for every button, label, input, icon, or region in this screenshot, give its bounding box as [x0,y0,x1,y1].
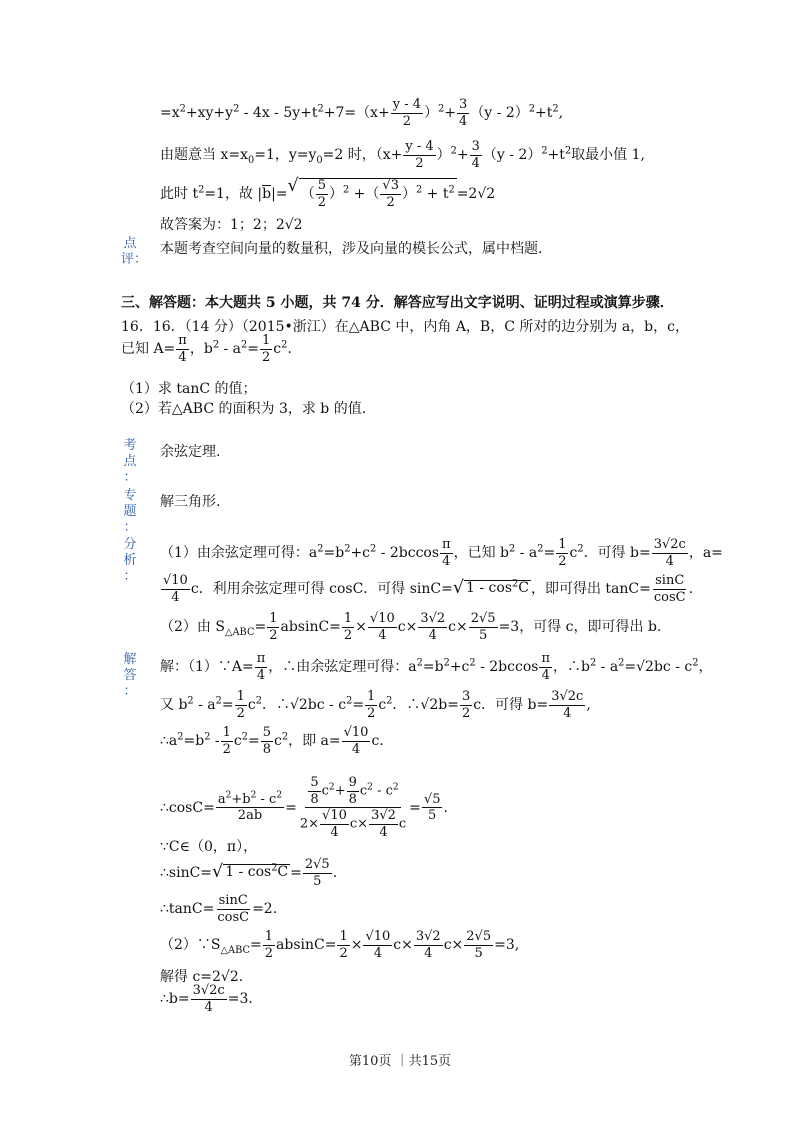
question-part1: （1）求 tanC 的值； [121,381,257,397]
solution-line3: $\therefore a^2=b^2$ - $\frac{1}{2}$ $c^2=$ $\frac{5}{8}$ $c^2$，即 a= $\frac{√10}{4}$ c. [160,725,384,757]
solution-line10: ∴b= $\frac{3√2c}{4}$ =3. [160,983,253,1015]
zhuanti-text: 解三角形. [160,494,221,510]
comment-text: 本题考查空间向量的数量积，涉及向量的模长公式，属中档题. [160,241,543,257]
prev-line2: 由题意当 $x=x_0=1$，$y=y_0=2$ 时，（x+ $\frac{y - 4}{2}$ ）$^2$+ $\frac{3}{4}$ $(y - 2)^2+t^2$取最小值 1, [160,139,645,171]
page-footer: 第10页 ｜共15页 [348,1054,452,1069]
zhuanti-label: 专 题 ： [123,488,137,535]
solution-line8: $(2)\because S_{\triangle ABC}=$ $\frac{1}{2}$ absinC= $\frac{1}{2}$ × $\frac{√10}{4}$ c× $\frac{3√2}{4}$ c× $\frac{2√5}{5}$ =3, [160,929,520,961]
prev-line1: $=x^2+xy+y^2 - 4x - 5y+t^2+7=(x+$ $\frac{y - 4}{2}$ ）$^2$+ $\frac{3}{4}$ $(y - 2)^2+t^2$, [160,97,564,129]
question-part2: （2）若△ABC 的面积为 3，求 b 的值. [121,401,367,417]
solution-line2: 又 $b^2 - a^2=$ $\frac{1}{2}$ $c^2$．∴√2bc - $c^2=$ $\frac{1}{2}$ $c^2$．∴√2b= $\frac{3}{2}$ c．可得 b= $\frac{3√2c}{4}$ , [160,689,591,721]
prev-line4: 故答案为：1；2；2√2 [160,217,303,233]
analysis-line2: $\frac{√10}{4}$ c．利用余弦定理可得 cosC．可得 sinC= √ $1 - \cos^2C$ ，即可得出 tanC= $\frac{\sin C}{\cos C}$ . [163,573,694,605]
section-heading: 三、解答题：本大题共 5 小题，共 74 分．解答应写出文字说明、证明过程或演算步骤． [121,295,674,311]
prev-line3: 此时 $t^2=1$，故 $|\overline{b}|=$ √ （ $\frac{5}{2}$ ）$^2$ +（ $\frac{√3}{2}$ ）$^2 + t^2$ =2√2 [160,176,496,210]
jieda-label: 解 答 ： [123,652,137,699]
solution-line9: 解得 c=2√2. [160,969,244,985]
kaodian-label: 考 点 ： [123,438,137,485]
question-given: 已知 A= $\frac{\pi}{4}$ ，$b^2 - a^2=$ $\frac{1}{2}$ $c^2$. [121,333,292,365]
solution-line1: 解：（1）∵A= $\frac{\pi}{4}$ ，∴由余弦定理可得：$a^2=b^2+c^2 - 2bccos$ $\frac{\pi}{4}$ ，$\therefore b^2 - a^2=√2bc - c^2$， [160,651,713,683]
question-intro: 16．16．（14 分）（2015•浙江）在△ABC 中，内角 A，B，C 所对的边分别为 a，b，c， [121,319,689,335]
analysis-line3: （2）由 $S_{\triangle ABC}=$ $\frac{1}{2}$ absinC= $\frac{1}{2}$ × $\frac{√10}{4}$ c× $\frac{3√2}{4}$ c× $\frac{2√5}{5}$ =3，可得 c，即可得出 b. [160,611,662,643]
analysis-line1: （1）由余弦定理可得：$a^2=b^2+c^2 - 2bccos$ $\frac{\pi}{4}$ ，已知 $b^2 - a^2=$ $\frac{1}{2}$ $c^2$．可得 b= $\frac{3√2c}{4}$ ，a= [160,537,723,569]
solution-line5: ∵C∈（0，π）， [160,839,258,855]
solution-line6: ∴sinC= √ $1 - \cos^2C$ = $\frac{2√5}{5}$ . [160,857,338,889]
comment-label: 点 评： [121,236,148,267]
kaodian-text: 余弦定理. [160,444,221,460]
solution-line4: ∴cosC= $\frac{a^2+b^2 - c^2}{2ab}$ = $\frac{5}{8}$ $c^2+$ $\frac{9}{8}$ $c^2 - c^2$ 2× $\frac{√10}{4}$ c× $\frac{3√2}{4}$ c = $\frac{√5}{5}$ . [160,775,448,840]
solution-line7: ∴tanC= $\frac{\sin C}{\cos C}$ =2. [160,893,278,925]
fenxi-label: 分 析 ： [123,537,137,584]
